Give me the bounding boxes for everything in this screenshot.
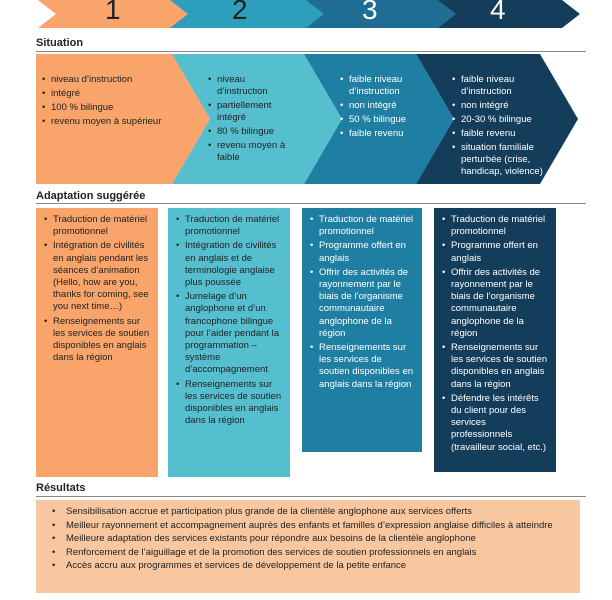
situation-col-4: [452, 74, 546, 180]
results-item: • Renforcement de l’aiguillage et de la promotion des services de soutien professionnels en anglais: [46, 547, 570, 560]
situation-1-item: • intégré: [42, 88, 174, 100]
situation-col-2: [208, 74, 298, 166]
results-item: • Meilleure adaptation des services existants pour répondre aux besoins de la clientèle anglophone: [46, 533, 570, 546]
situation-1-item: • niveau d’instruction: [42, 74, 174, 86]
situation-2-item: • revenu moyen à faible: [208, 140, 298, 164]
situation-3-item: • faible revenu: [340, 128, 414, 140]
adaptation-1-item: • Traduction de matériel promotionnel: [44, 214, 150, 238]
adaptation-4-item: • Renseignements sur les services de soutien disponibles en anglais dans la région: [442, 342, 548, 391]
results-item: • Accès accru aux programmes et services de développement de la petite enfance: [46, 560, 570, 573]
adaptation-3-item: • Traduction de matériel promotionnel: [310, 214, 414, 238]
step-arrow-4: [438, 0, 580, 28]
situation-2-item: • 80 % bilingue: [208, 126, 298, 138]
results-item: • Meilleur rayonnement et accompagnement auprès des enfants et familles d’expression anglaise difficiles à atteindre: [46, 520, 570, 533]
results-box: [36, 500, 580, 593]
adaptation-1-item: • Intégration de civilités en anglais pendant les séances d’animation (Hello, how are you, thanks for coming, see you next time…): [44, 240, 150, 313]
adaptation-4-item: • Offrir des activités de rayonnement par le biais de l’organisme communautaire anglophone de la région: [442, 267, 548, 340]
adaptation-divider: [36, 203, 586, 204]
situation-1-item: • revenu moyen à supérieur: [42, 116, 174, 128]
situation-2-item: • partiellement intégré: [208, 100, 298, 124]
situation-4-item: • situation familiale perturbée (crise, handicap, violence): [452, 142, 546, 178]
situation-col-1: [42, 74, 174, 130]
adaptation-3-item: • Renseignements sur les services de soutien disponibles en anglais dans la région: [310, 342, 414, 391]
results-divider: [36, 496, 586, 497]
results-item: • Sensibilisation accrue et participation plus grande de la clientèle anglophone aux services offerts: [46, 506, 570, 519]
situation-4-item: • non intégré: [452, 100, 546, 112]
adaptation-3-item: • Programme offert en anglais: [310, 240, 414, 264]
adaptation-2-item: • Traduction de matériel promotionnel: [176, 214, 282, 238]
step-arrow-3: [306, 0, 464, 28]
adaptation-4-item: • Traduction de matériel promotionnel: [442, 214, 548, 238]
adaptation-box-4: [434, 208, 556, 472]
step-arrow-2: [170, 0, 332, 28]
situation-1-item: • 100 % bilingue: [42, 102, 174, 114]
situation-col-3: [340, 74, 414, 142]
adaptation-1-item: • Renseignements sur les services de soutien disponibles en anglais dans la région: [44, 316, 150, 365]
step-number-1: 1: [105, 0, 121, 25]
adaptation-4-item: • Défendre les intérêts du client pour des services professionnels (travailleur social, etc.): [442, 393, 548, 454]
situation-3-item: • 50 % bilingue: [340, 114, 414, 126]
situation-title: Situation: [36, 37, 84, 49]
situation-4-item: • faible revenu: [452, 128, 546, 140]
adaptation-box-2: [168, 208, 290, 477]
adaptation-3-item: • Offrir des activités de rayonnement par le biais de l’organisme communautaire anglophone de la région: [310, 267, 414, 340]
situation-3-item: • non intégré: [340, 100, 414, 112]
step-number-4: 4: [490, 0, 506, 25]
adaptation-box-3: [302, 208, 422, 452]
adaptation-2-item: • Renseignements sur les services de soutien disponibles en anglais dans la région: [176, 379, 282, 428]
situation-3-item: • faible niveau d’instruction: [340, 74, 414, 98]
results-title: Résultats: [36, 482, 86, 494]
step-number-3: 3: [362, 0, 378, 25]
situation-2-item: • niveau d’instruction: [208, 74, 298, 98]
adaptation-2-item: • Jumelage d’un anglophone et d’un francophone bilingue pour l’aider pendant la programmation – système d’accompagnement: [176, 291, 282, 376]
situation-4-item: • 20-30 % bilingue: [452, 114, 546, 126]
adaptation-2-item: • Intégration de civilités en anglais et de terminologie anglaise plus poussée: [176, 240, 282, 289]
adaptation-title: Adaptation suggérée: [36, 190, 146, 202]
situation-4-item: • faible niveau d’instruction: [452, 74, 546, 98]
situation-divider: [36, 51, 586, 52]
adaptation-4-item: • Programme offert en anglais: [442, 240, 548, 264]
step-number-2: 2: [232, 0, 248, 25]
adaptation-box-1: [36, 208, 158, 477]
